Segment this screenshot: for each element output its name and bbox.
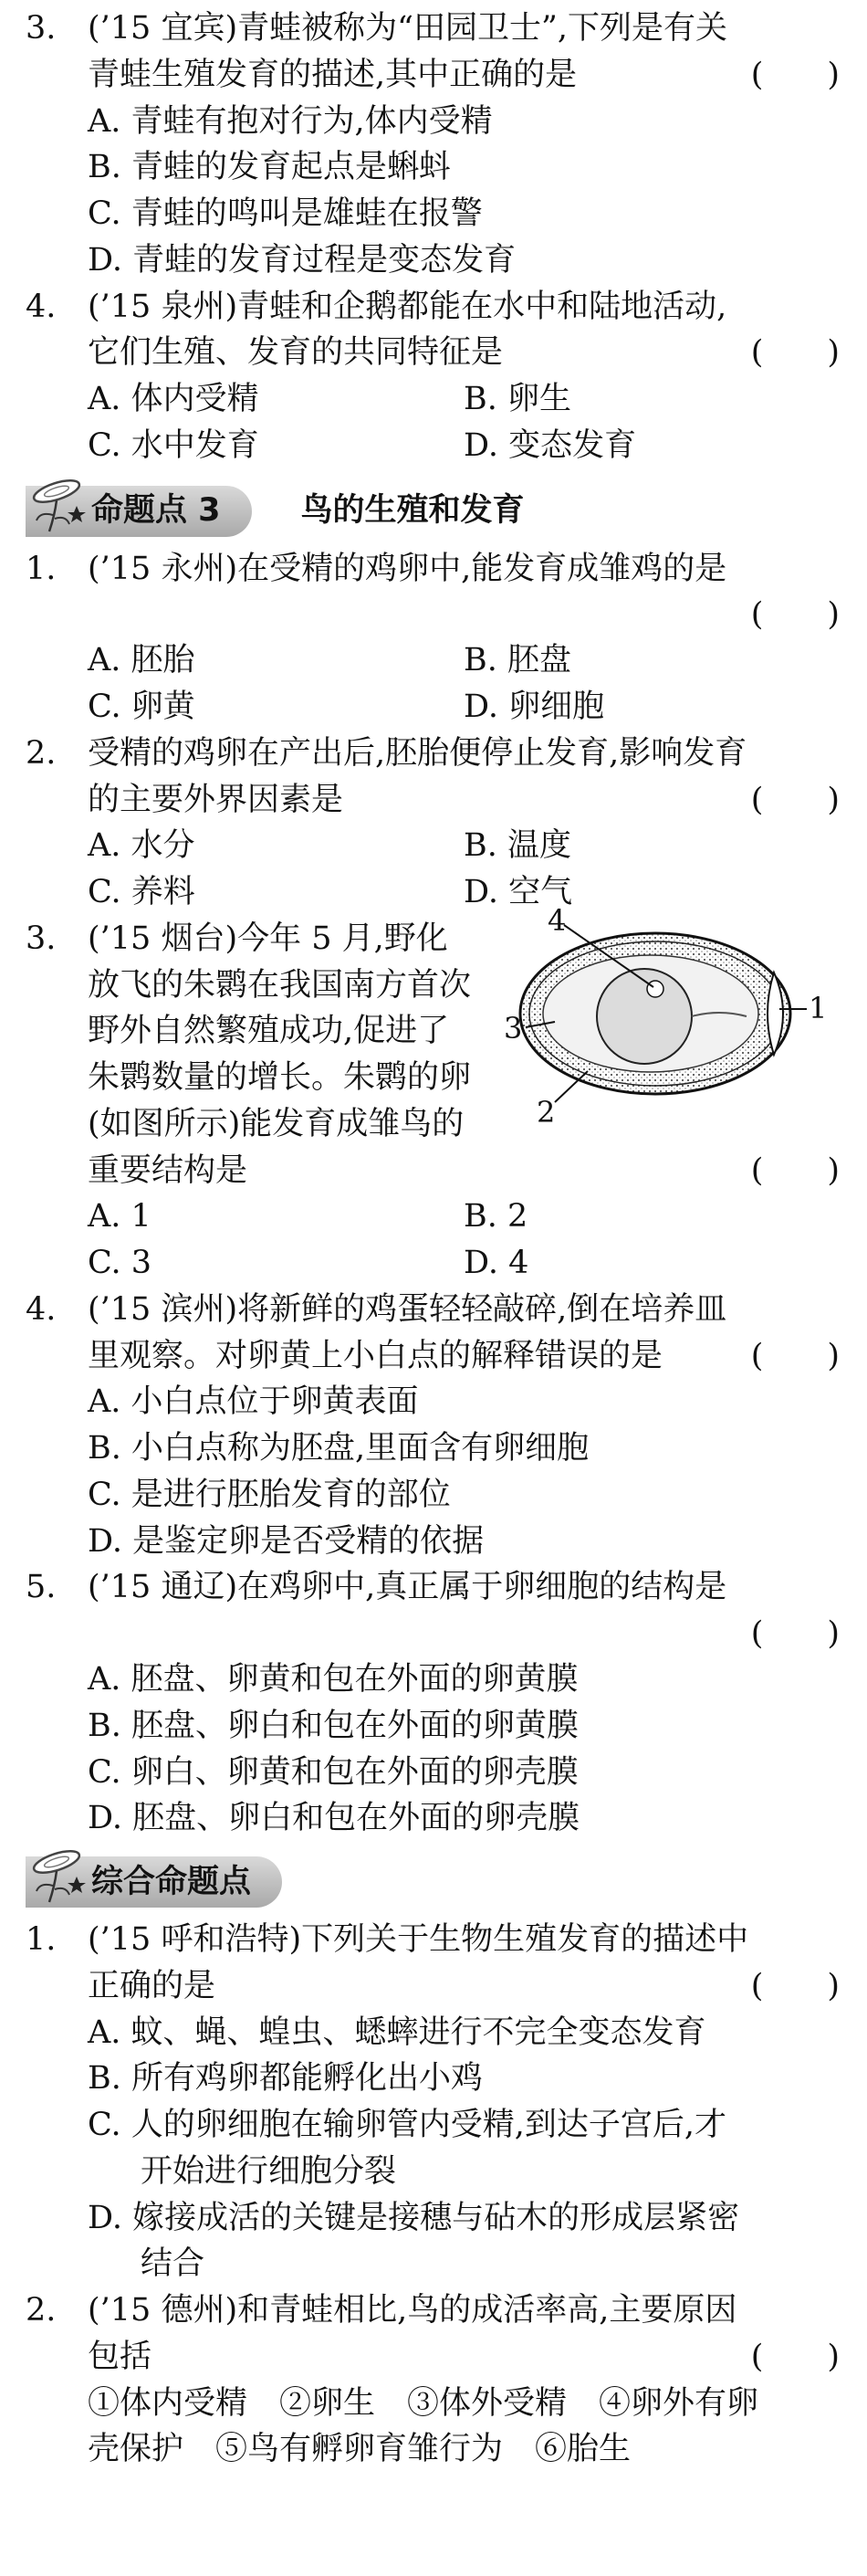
question-stem-line: (’15 永州)在受精的鸡卵中,能发育成雏鸡的是 (88, 550, 727, 587)
question-number: 3. (26, 920, 57, 957)
option-c[interactable]: C. 人的卵细胞在输卵管内受精,到达子宫后,才 (88, 2107, 727, 2143)
option-b[interactable]: B. 胚盘、卵白和包在外面的卵黄膜 (88, 1707, 579, 1744)
option-d[interactable]: D. 嫁接成活的关键是接穗与砧木的形成层紧密 (88, 2199, 740, 2236)
figure-label-2: 2 (537, 1094, 556, 1130)
answer-paren[interactable]: ( ) (750, 1151, 840, 1189)
option-a[interactable]: A. 小白点位于卵黄表面 (88, 1383, 419, 1421)
figure-label-4: 4 (548, 902, 567, 938)
question-stem-line: 青蛙生殖发育的描述,其中正确的是 ( ) (88, 52, 840, 99)
option-b[interactable]: B. 胚盘 (464, 642, 571, 679)
question-bird-3 (26, 902, 840, 1287)
option-c[interactable]: C. 水中发育 (88, 426, 259, 464)
option-d[interactable]: D. 空气 (464, 874, 573, 910)
question-stem-line: 包括 ( ) (88, 2334, 840, 2381)
section-header-comprehensive (26, 1847, 867, 1917)
answer-paren[interactable]: ( ) (750, 56, 840, 93)
figure-label-3: 3 (504, 1010, 523, 1046)
option-a[interactable]: A. 1 (88, 1198, 151, 1235)
answer-paren[interactable]: ( ) (750, 1615, 840, 1652)
option-c[interactable]: C. 卵黄 (88, 689, 195, 725)
option-c[interactable]: C. 养料 (88, 874, 195, 910)
question-stem-line: 受精的鸡卵在产出后,胚胎便停止发育,影响发育 (88, 734, 747, 772)
option-a[interactable]: A. 胚胎 (88, 642, 195, 679)
question-stem-line: (’15 泉州)青蛙和企鹅都能在水中和陆地活动, (88, 288, 727, 325)
question-bird-5 (26, 1564, 840, 1842)
option-b[interactable]: B. 2 (464, 1198, 528, 1235)
option-a[interactable]: A. 水分 (88, 827, 195, 865)
question-frog-3 (26, 5, 840, 284)
question-stem-line: (’15 滨州)将新鲜的鸡蛋轻轻敲碎,倒在培养皿 (88, 1290, 727, 1328)
question-comprehensive-1 (26, 1917, 840, 2287)
answer-paren[interactable]: ( ) (750, 596, 840, 634)
option-d[interactable]: D. 是鉴定卵是否受精的依据 (88, 1522, 485, 1560)
question-stem-line: (’15 通辽)在鸡卵中,真正属于卵细胞的结构是 (88, 1569, 727, 1606)
question-number: 1. (26, 1921, 57, 1958)
section-badge: 综合命题点 (26, 1856, 282, 1908)
question-bird-4 (26, 1287, 840, 1565)
question-stem-line: (’15 呼和浩特)下列关于生物生殖发育的描述中 (88, 1921, 749, 1958)
option-b[interactable]: B. 青蛙的发育起点是蝌蚪 (88, 149, 451, 186)
option-d[interactable]: D. 变态发育 (464, 426, 637, 464)
question-stem-line (88, 592, 840, 637)
answer-paren[interactable]: ( ) (750, 334, 840, 372)
question-stem-line: 野外自然繁殖成功,促进了 (88, 1013, 450, 1050)
option-b[interactable]: B. 所有鸡卵都能孵化出小鸡 (88, 2060, 483, 2098)
option-b[interactable]: B. 小白点称为胚盘,里面含有卵细胞 (88, 1430, 590, 1467)
option-d[interactable]: D. 青蛙的发育过程是变态发育 (88, 241, 517, 279)
option-c-continued[interactable]: 开始进行细胞分裂 (141, 2152, 397, 2190)
question-stem-line: 的主要外界因素是 ( ) (88, 777, 840, 824)
option-b[interactable]: B. 温度 (464, 827, 571, 865)
egg-yolk (597, 969, 692, 1064)
question-bird-1 (26, 546, 840, 731)
figure-label-1: 1 (809, 990, 828, 1025)
option-c[interactable]: C. 卵白、卵黄和包在外面的卵壳膜 (88, 1753, 579, 1791)
flower-icon (29, 478, 88, 542)
option-d[interactable]: D. 卵细胞 (464, 689, 605, 725)
answer-paren[interactable]: ( ) (750, 781, 840, 818)
question-number: 1. (26, 550, 57, 587)
option-a[interactable]: A. 蚊、蝇、蝗虫、蟋蟀进行不完全变态发育 (88, 2013, 706, 2051)
question-stem-line: 重要结构是 ( ) (88, 1148, 840, 1194)
question-stem-line: 放飞的朱鹮在我国南方首次 (88, 966, 472, 1004)
option-c[interactable]: C. 3 (88, 1245, 152, 1281)
germinal-disc (647, 981, 663, 997)
question-stem-line: (’15 德州)和青蛙相比,鸟的成活率高,主要原因 (88, 2292, 737, 2329)
answer-paren[interactable]: ( ) (750, 1337, 840, 1374)
question-number: 2. (26, 2292, 57, 2329)
question-comprehensive-2 (26, 2287, 840, 2473)
option-d[interactable]: D. 4 (464, 1245, 529, 1281)
question-number: 4. (26, 1290, 57, 1328)
question-stem-line: (’15 宜宾)青蛙被称为“田园卫士”,下列是有关 (88, 10, 728, 47)
option-c[interactable]: C. 青蛙的鸣叫是雄蛙在报警 (88, 195, 483, 232)
question-frog-4 (26, 284, 840, 469)
option-a[interactable]: A. 青蛙有抱对行为,体内受精 (88, 102, 493, 140)
option-d[interactable]: D. 胚盘、卵白和包在外面的卵壳膜 (88, 1800, 580, 1837)
section-title: 鸟的生殖和发育 (300, 492, 525, 530)
question-stem-line: 它们生殖、发育的共同特征是 ( ) (88, 330, 840, 376)
option-b[interactable]: B. 卵生 (464, 381, 571, 417)
question-number: 2. (26, 734, 57, 772)
egg-diagram (500, 902, 828, 1130)
choice-list-line: 壳保护 ⑤鸟有孵卵育雏行为 ⑥胎生 (88, 2431, 632, 2468)
section-badge: 命题点 3 (26, 486, 252, 537)
question-stem-line: 里观察。对卵黄上小白点的解释错误的是 ( ) (88, 1333, 840, 1380)
question-stem-line: (如图所示)能发育成雏鸟的 (88, 1105, 465, 1142)
question-number: 4. (26, 288, 57, 325)
question-number: 5. (26, 1569, 57, 1606)
answer-paren[interactable]: ( ) (750, 1967, 840, 2004)
answer-paren[interactable]: ( ) (750, 2338, 840, 2375)
question-bird-2 (26, 731, 840, 916)
question-number: 3. (26, 10, 57, 47)
question-stem-line (88, 1611, 840, 1656)
section-header-3 (26, 477, 867, 546)
option-a[interactable]: A. 体内受精 (88, 381, 259, 417)
question-stem-line: (’15 烟台)今年 5 月,野化 (88, 920, 448, 957)
question-stem-line: 朱鹮数量的增长。朱鹮的卵 (88, 1059, 472, 1096)
option-c[interactable]: C. 是进行胚胎发育的部位 (88, 1476, 451, 1513)
option-a[interactable]: A. 胚盘、卵黄和包在外面的卵黄膜 (88, 1661, 579, 1698)
option-d-continued[interactable]: 结合 (141, 2245, 205, 2283)
flower-icon (29, 1849, 88, 1913)
choice-list-line: ①体内受精 ②卵生 ③体外受精 ④卵外有卵 (88, 2384, 759, 2422)
question-stem-line: 正确的是 ( ) (88, 1963, 840, 2010)
